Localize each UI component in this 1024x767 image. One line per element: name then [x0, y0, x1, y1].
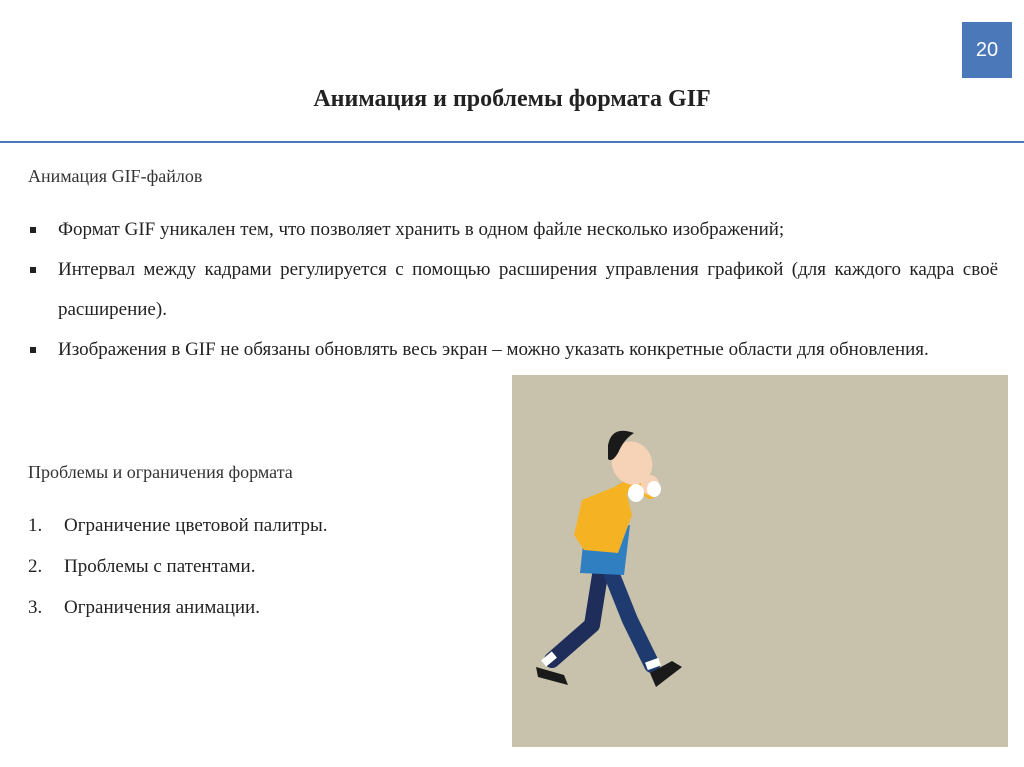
slide-header — [0, 0, 1024, 140]
section-heading-animation: Анимация GIF-файлов — [28, 166, 203, 186]
list-number: 3. — [28, 597, 43, 618]
walking-man-illustration — [512, 375, 1008, 747]
list-item-text: Ограничения анимации. — [64, 597, 260, 618]
bullet-text: Интервал между кадрами регулируется с помощью расширения управления графикой (для каждого кадра своё расширение). — [58, 259, 998, 320]
list-item-text: Ограничение цветовой палитры. — [64, 515, 328, 536]
square-bullet-icon — [30, 267, 36, 273]
walking-man-icon — [512, 375, 1008, 747]
slide-number-badge: 20 — [962, 22, 1012, 78]
feature-bullet-list — [28, 210, 998, 370]
list-item — [28, 587, 328, 628]
slide-title: Анимация и проблемы формата GIF — [313, 86, 711, 112]
list-number: 1. — [28, 515, 43, 536]
square-bullet-icon — [30, 227, 36, 233]
square-bullet-icon — [30, 347, 36, 353]
bullet-item — [28, 250, 998, 330]
problems-numbered-list — [28, 505, 328, 628]
bullet-item — [28, 210, 998, 250]
list-item-text: Проблемы с патентами. — [64, 556, 256, 577]
bullet-text: Изображения в GIF не обязаны обновлять весь экран – можно указать конкретные области для обновления. — [58, 339, 929, 360]
list-number: 2. — [28, 556, 43, 577]
list-item — [28, 546, 328, 587]
section-heading-problems: Проблемы и ограничения формата — [28, 462, 293, 482]
title-divider — [0, 141, 1024, 143]
bullet-text: Формат GIF уникален тем, что позволяет хранить в одном файле несколько изображений; — [58, 219, 785, 240]
bullet-item — [28, 330, 998, 370]
list-item — [28, 505, 328, 546]
